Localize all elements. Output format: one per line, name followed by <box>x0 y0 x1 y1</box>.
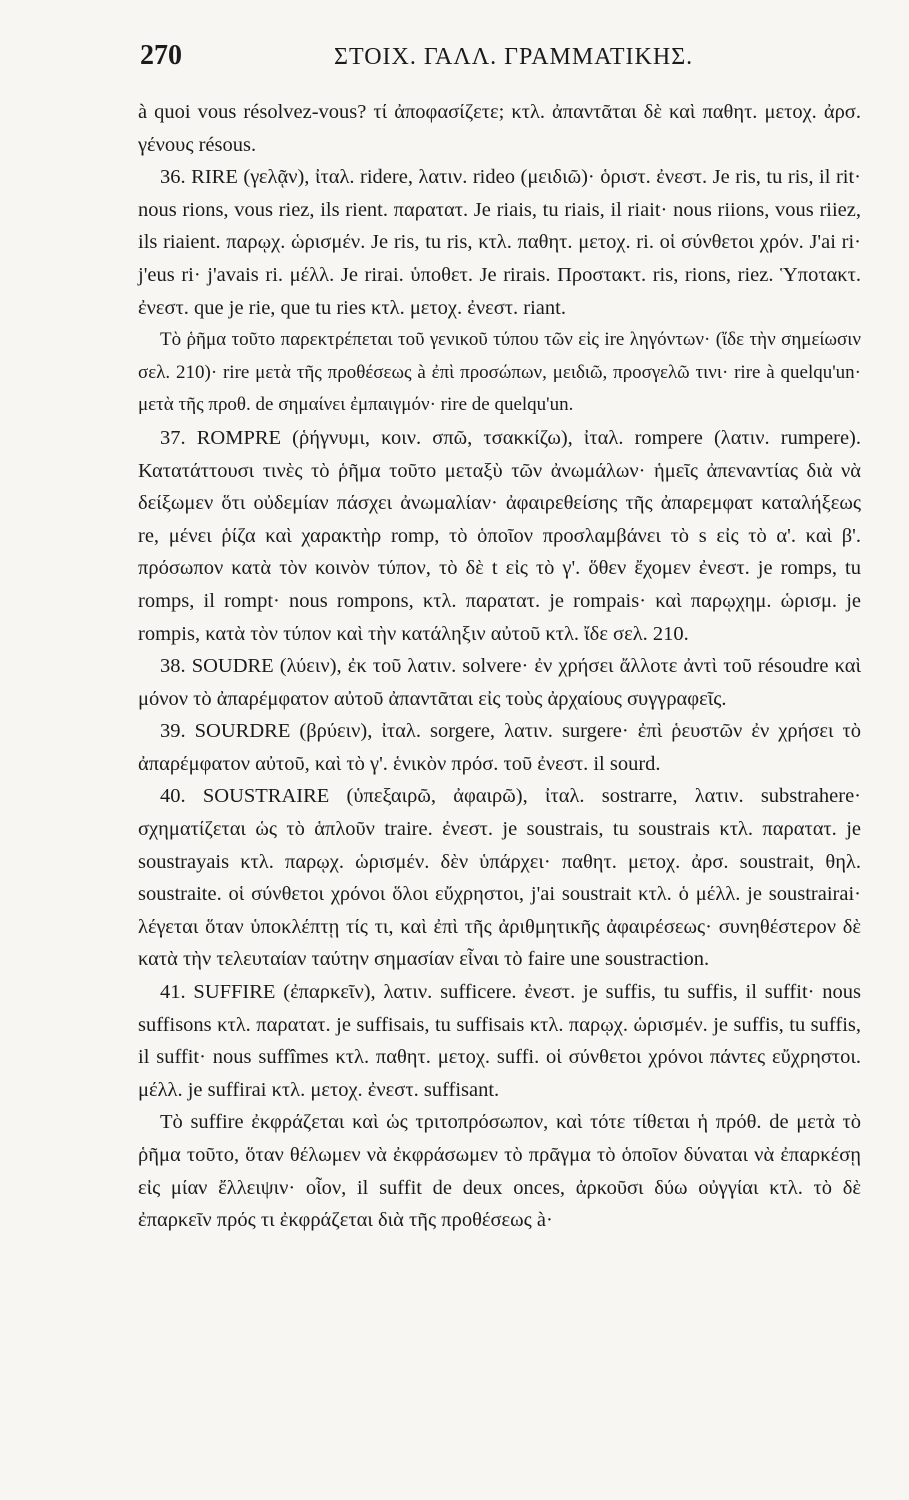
body-text <box>138 96 861 1237</box>
entry-37-rompre: 37. ROMPRE (ῥήγνυμι, κοιν. σπῶ, τσακκίζω), ἰταλ. rompere (λατιν. rumpere). Κατατάττουσι τινὲς τὸ ῥῆμα τοῦτο μεταξὺ τῶν ἀνωμάλων· ἡμεῖς ἀπεναντίας διὰ νὰ δείξωμεν ὅτι οὐδεμίαν πάσχει ἀνωμαλίαν· ἀφαιρεθείσης τῆς ἀπαρεμφατ καταλήξεως re, μένει ῥίζα καὶ χαρακτὴρ romp, τὸ ὁποῖον προσλαμβάνει τὸ s εἰς τὸ α'. καὶ β'. πρόσωπον κατὰ τὸν κοινὸν τύπον, τὸ δὲ t εἰς τὸ γ'. ὅθεν ἔχομεν ἐνεστ. je romps, tu romps, il rompt· nous rompons, κτλ. παρατατ. je rompais· καὶ παρῳχημ. ὡρισμ. je rompis, κατὰ τὸν τύπον καὶ τὴν κατάληξιν αὐτοῦ κτλ. ἴδε σελ. 210. <box>138 426 861 645</box>
entry-36-rire: 36. RIRE (γελᾷν), ἰταλ. ridere, λατιν. rideo (μειδιῶ)· ὁριστ. ἐνεστ. Je ris, tu ris, il rit· nous rions, vous riez, ils rient. παρατατ. Je riais, tu riais, il riait· nous riions, vous riiez, ils riaient. παρῳχ. ὡρισμέν. Je ris, tu ris, κτλ. παθητ. μετοχ. ri. οἱ σύνθετοι χρόν. J'ai ri· j'eus ri· j'avais ri. μέλλ. Je rirai. ὑποθετ. Je rirais. Προστακτ. ris, rions, riez. Ὑποτακτ. ἐνεστ. que je rie, que tu ries κτλ. μετοχ. ἐνεστ. riant. <box>138 166 861 319</box>
entry-38-soudre: 38. SOUDRE (λύειν), ἐκ τοῦ λατιν. solvere· ἐν χρήσει ἄλλοτε ἀντὶ τοῦ résoudre καὶ μόνον τὸ ἀπαρέμφατον αὐτοῦ ἀπαντᾶται εἰς τοὺς ἀρχαίους συγγραφεῖς. <box>138 655 861 710</box>
note-suffire: Τὸ suffire ἐκφράζεται καὶ ὡς τριτοπρόσωπον, καὶ τότε τίθεται ἡ πρόθ. de μετὰ τὸ ῥῆμα τοῦτο, ὅταν θέλωμεν νὰ ἐκφράσωμεν τὸ πρᾶγμα τὸ ὁποῖον δύναται νὰ ἐπαρκέσῃ εἰς μίαν ἔλλειψιν· οἷον, il suffit de deux onces, ἀρκοῦσι δύω οὐγγίαι κτλ. τὸ δὲ ἐπαρκεῖν πρός τι ἐκφράζεται διὰ τῆς προθέσεως à· <box>138 1111 861 1232</box>
paragraph-continuation: à quoi vous résolvez-vous? τί ἀποφασίζετε; κτλ. ἀπαντᾶται δὲ καὶ παθητ. μετοχ. ἀρσ. γένους résous. <box>138 101 861 156</box>
page-header <box>138 40 861 86</box>
entry-41-suffire: 41. SUFFIRE (ἐπαρκεῖν), λατιν. sufficere. ἐνεστ. je suffis, tu suffis, il suffit· nous suffisons κτλ. παρατατ. je suffisais, tu suffisais κτλ. παρῳχ. ὡρισμέν. je suffis, tu suffis, il suffit· nous suffîmes κτλ. παθητ. μετοχ. suffi. οἱ σύνθετοι χρόνοι πάντες εὔχρηστοι. μέλλ. je suffirai κτλ. μετοχ. ἐνεστ. suffisant. <box>138 981 861 1101</box>
entry-39-sourdre: 39. SOURDRE (βρύειν), ἰταλ. sorgere, λατιν. surgere· ἐπὶ ῥευστῶν ἐν χρήσει τὸ ἀπαρέμφατον αὐτοῦ, καὶ τὸ γ'. ἑνικὸν πρόσ. τοῦ ἐνεστ. il sourd. <box>138 720 861 775</box>
page-number: 270 <box>140 40 182 71</box>
entry-40-soustraire: 40. SOUSTRAIRE (ὑπεξαιρῶ, ἀφαιρῶ), ἰταλ. sostrarre, λατιν. substrahere· σχηματίζεται ὡς τὸ ἁπλοῦν traire. ἐνεστ. je soustrais, tu soustrais κτλ. παρατατ. je soustrayais κτλ. παρῳχ. ὡρισμέν. δὲν ὑπάρχει· παθητ. μετοχ. ἀρσ. soustrait, θηλ. soustraite. οἱ σύνθετοι χρόνοι ὅλοι εὔχρηστοι, j'ai soustrait κτλ. ὁ μέλλ. je soustrairai· λέγεται ὅταν ὑποκλέπτῃ τίς τι, καὶ ἐπὶ τῆς ἀριθμητικῆς ἀφαιρέσεως· συνηθέστερον δὲ κατὰ τὴν τελευταίαν ταύτην σημασίαν εἶναι τὸ faire une soustraction. <box>138 785 861 971</box>
note-rire: Τὸ ῥῆμα τοῦτο παρεκτρέπεται τοῦ γενικοῦ τύπου τῶν εἰς ire ληγόντων· (ἴδε τὴν σημείωσιν σελ. 210)· rire μετὰ τῆς προθέσεως à ἐπὶ προσώπων, μειδιῶ, προσγελῶ τινι· rire à quelqu'un· μετὰ τῆς προθ. de σημαίνει ἐμπαιγμόν· rire de quelqu'un. <box>138 329 861 416</box>
running-title: ΣΤΟΙΧ. ΓΑΛΛ. ΓΡΑΜΜΑΤΙΚΗΣ. <box>334 44 694 70</box>
